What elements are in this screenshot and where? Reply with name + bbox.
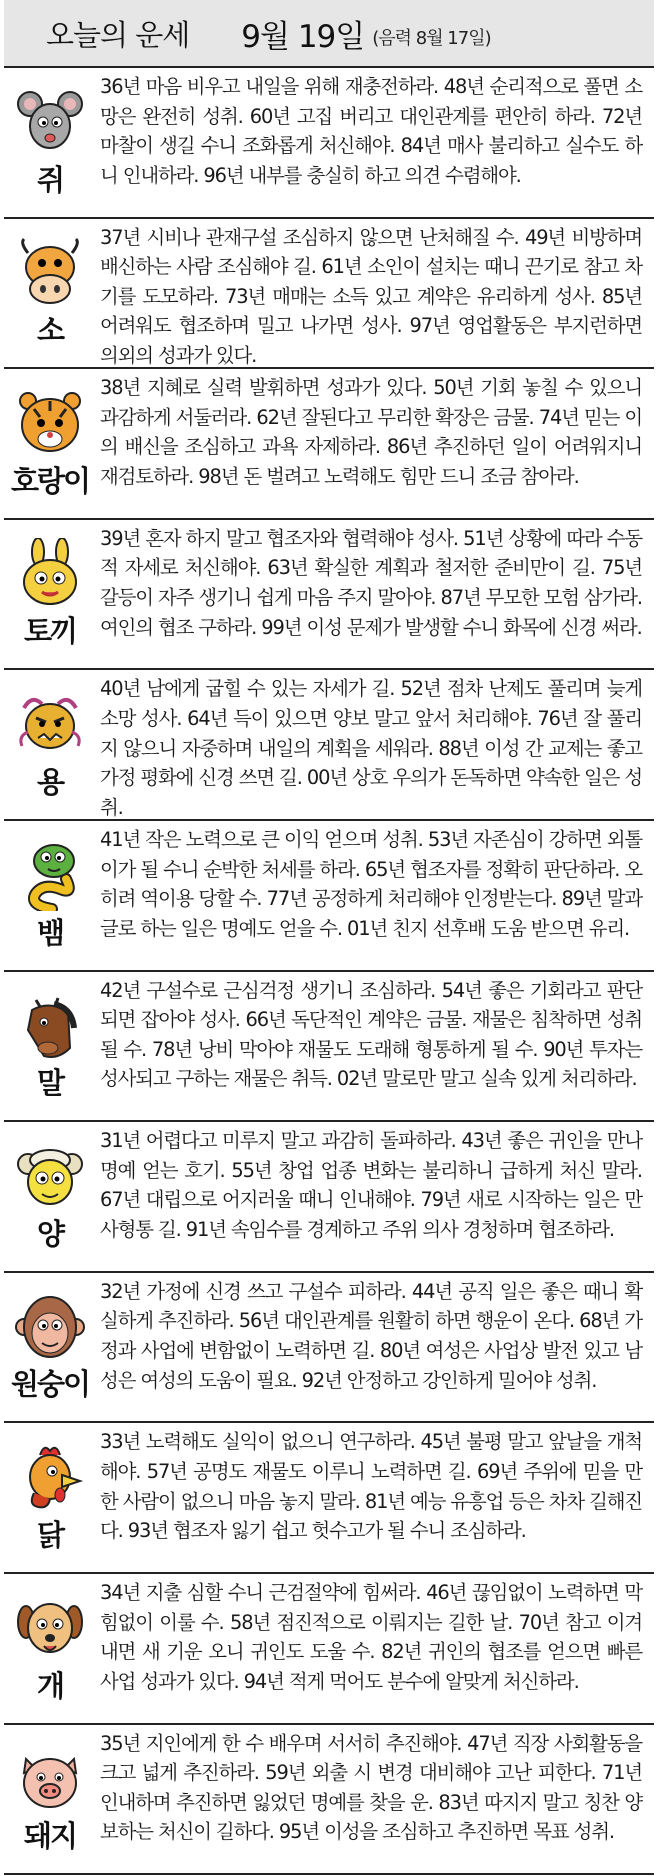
animal-name: 돼지 [23, 1819, 77, 1854]
animal-cell [4, 68, 96, 217]
zodiac-row-monkey [4, 1273, 654, 1424]
pig-icon [14, 1743, 86, 1815]
zodiac-row-horse [4, 972, 654, 1123]
lunar-date-label: (음력 8월 17일) [372, 28, 491, 49]
fortune-text: 36년 마음 비우고 내일을 위해 재충전하라. 48년 순리적으로 풀면 소망은 완전히 성취. 60년 고집 버리고 대인관계를 편안히 하라. 72년 마찰이 생길 수니 조화롭게 처신해야. 84년 매사 불리하고 실수도 하니 인내하라. 96년 내부를 충실히 하고 의견 수렴해야. [100, 75, 642, 187]
zodiac-row-rooster [4, 1423, 654, 1574]
animal-name: 원숭이 [10, 1367, 90, 1402]
fortune-text: 38년 지혜로 실력 발휘하면 성과가 있다. 50년 기회 놓칠 수 있으니 과감하게 서둘러라. 62년 잘된다고 무리한 확장은 금물. 74년 믿는 이의 배신을 조심하고 과욕 자제하라. 86년 추진하던 일이 어려워지니 재검토하라. 98년 돈 벌려고 노력해도 힘만 드니 조금 참아라. [100, 376, 642, 488]
sheep-icon [14, 1140, 86, 1212]
fortune-text: 41년 작은 노력으로 큰 이익 얻으며 성취. 53년 자존심이 강하면 외톨이가 될 수니 순박한 처세를 하라. 65년 협조자를 정확히 판단하라. 오히려 역이용 당할 수. 77년 공정하게 처리해야 인정받는다. 89년 말과 글로 하는 일은 명예도 얻을 수. 01년 친지 선후배 도움 받으면 유리. [100, 827, 642, 940]
animal-cell [4, 821, 96, 970]
zodiac-row-pig [4, 1725, 654, 1876]
animal-cell [4, 1122, 96, 1271]
fortune-text: 39년 혼자 하지 말고 협조자와 협력해야 성사. 51년 상황에 따라 수동적 자세로 처신해야. 63년 확실한 계획과 철저한 준비만이 길. 75년 갈등이 자주 생기니 쉽게 마음 주지 말아야. 87년 무모한 모험 삼가라. 여인의 협조 구하라. 99년 이성 문제가 발생할 수니 화목에 신경 써라. [100, 526, 642, 639]
monkey-icon [14, 1291, 86, 1363]
animal-cell [4, 1574, 96, 1723]
mouse-icon [14, 86, 86, 158]
zodiac-row-rabbit [4, 520, 654, 671]
page-title: 오늘의 운세 [46, 17, 190, 52]
header [4, 0, 654, 68]
animal-cell [4, 369, 96, 518]
fortune-text: 35년 지인에게 한 수 배우며 서서히 추진해야. 47년 직장 사회활동을 크고 넓게 추진하라. 59년 외출 시 변경 대비해야 고난 피한다. 71년 인내하며 추진하면 잃었던 명예를 찾을 운. 83년 따지지 말고 칭찬 양보하는 처신이 길하다. 95년 이성을 조심하고 추진하면 목표 성취. [100, 1731, 642, 1844]
animal-name: 토끼 [23, 614, 77, 649]
dragon-icon [14, 688, 86, 760]
animal-cell [4, 1725, 96, 1874]
rabbit-icon [14, 538, 86, 610]
animal-cell [4, 520, 96, 669]
animal-name: 소 [36, 313, 63, 348]
fortune-text: 32년 가정에 신경 쓰고 구설수 피하라. 44년 공직 일은 좋은 때니 확실하게 추진하라. 56년 대인관계를 원활히 하면 행운이 온다. 68년 가정과 사업에 변함없이 노력하면 길. 80년 여성은 사업상 발전 있고 남성은 여성의 도움이 필요. 92년 안정하고 강인하게 밀어야 성취. [100, 1279, 642, 1392]
rooster-icon [14, 1441, 86, 1513]
zodiac-row-tiger [4, 369, 654, 520]
zodiac-row-ox [4, 219, 654, 370]
animal-name: 말 [36, 1066, 63, 1101]
zodiac-list [4, 68, 654, 1875]
animal-cell [4, 972, 96, 1121]
fortune-text: 33년 노력해도 실익이 없으니 연구하라. 45년 불평 말고 앞날을 개척해야. 57년 공명도 재물도 이루니 노력하면 길. 69년 주위에 믿을 만한 사람이 없으니 마음 놓지 말라. 81년 예능 유흥업 등은 차차 길해진다. 93년 협조자 잃기 쉽고 헛수고가 될 수니 조심하라. [100, 1430, 642, 1543]
zodiac-row-rat [4, 68, 654, 219]
dog-icon [14, 1592, 86, 1664]
zodiac-row-sheep [4, 1122, 654, 1273]
animal-cell [4, 1273, 96, 1422]
fortune-text: 40년 남에게 굽힐 수 있는 자세가 길. 52년 점차 난제도 풀리며 늦게 소망 성사. 64년 득이 있으면 양보 말고 앞서 처리해야. 76년 잘 풀리지 않으니 자중하며 내일의 계획을 세워라. 88년 이성 간 교제는 좋고 가정 평화에 신경 쓰면 길. 00년 상호 우의가 돈독하면 약속한 일은 성취. [100, 677, 642, 819]
animal-name: 닭 [36, 1517, 63, 1552]
cow-icon [14, 237, 86, 309]
fortune-text: 34년 지출 심할 수니 근검절약에 힘써라. 46년 끊임없이 노력하면 막힘없이 이룰 수. 58년 점진적으로 이뤄지는 길한 날. 70년 참고 이겨내면 새 기운 오니 귀인도 도울 수. 82년 귀인의 협조를 얻으면 빠른 사업 성과가 있다. 94년 적게 먹어도 분수에 알맞게 처신하라. [100, 1580, 642, 1693]
zodiac-row-snake [4, 821, 654, 972]
animal-cell [4, 219, 96, 368]
zodiac-row-dragon [4, 670, 654, 821]
animal-name: 개 [36, 1668, 63, 1703]
tiger-icon [14, 387, 86, 459]
animal-cell [4, 670, 96, 819]
animal-cell [4, 1423, 96, 1572]
animal-name: 양 [36, 1216, 63, 1251]
fortune-page [4, 0, 654, 1875]
date-label: 9월 19일 [241, 18, 365, 55]
animal-name: 뱀 [36, 915, 63, 950]
animal-name: 호랑이 [10, 463, 90, 498]
snake-icon [14, 839, 86, 911]
zodiac-row-dog [4, 1574, 654, 1725]
fortune-text: 42년 구설수로 근심걱정 생기니 조심하라. 54년 좋은 기회라고 판단되면 잡아야 성사. 66년 독단적인 계약은 금물. 재물은 침착하면 성취될 수. 78년 낭비 막아야 재물도 도래해 형통하게 될 수. 90년 투자는 성사되고 구하는 재물은 취득. 02년 말로만 말고 실속 있게 처리하라. [100, 978, 642, 1091]
horse-icon [14, 990, 86, 1062]
fortune-text: 37년 시비나 관재구설 조심하지 않으면 난처해질 수. 49년 비방하며 배신하는 사람 조심해야 길. 61년 소인이 설치는 때니 끈기로 참고 차기를 도모하라. 73년 매매는 소득 있고 계약은 유리하게 성사. 85년 어려워도 협조하며 밀고 나가면 성사. 97년 영업활동은 부지런하면 의외의 성과가 있다. [100, 225, 642, 367]
animal-name: 용 [36, 764, 63, 799]
fortune-text: 31년 어렵다고 미루지 말고 과감히 돌파하라. 43년 좋은 귀인을 만나 명예 얻는 호기. 55년 창업 업종 변화는 불리하니 급하게 처신 말라. 67년 대립으로 어지러울 때니 인내해야. 79년 새로 시작하는 일은 만사형통 길. 91년 속임수를 경계하고 주위 의사 경청하며 협조하라. [100, 1129, 642, 1241]
animal-name: 쥐 [36, 162, 63, 197]
